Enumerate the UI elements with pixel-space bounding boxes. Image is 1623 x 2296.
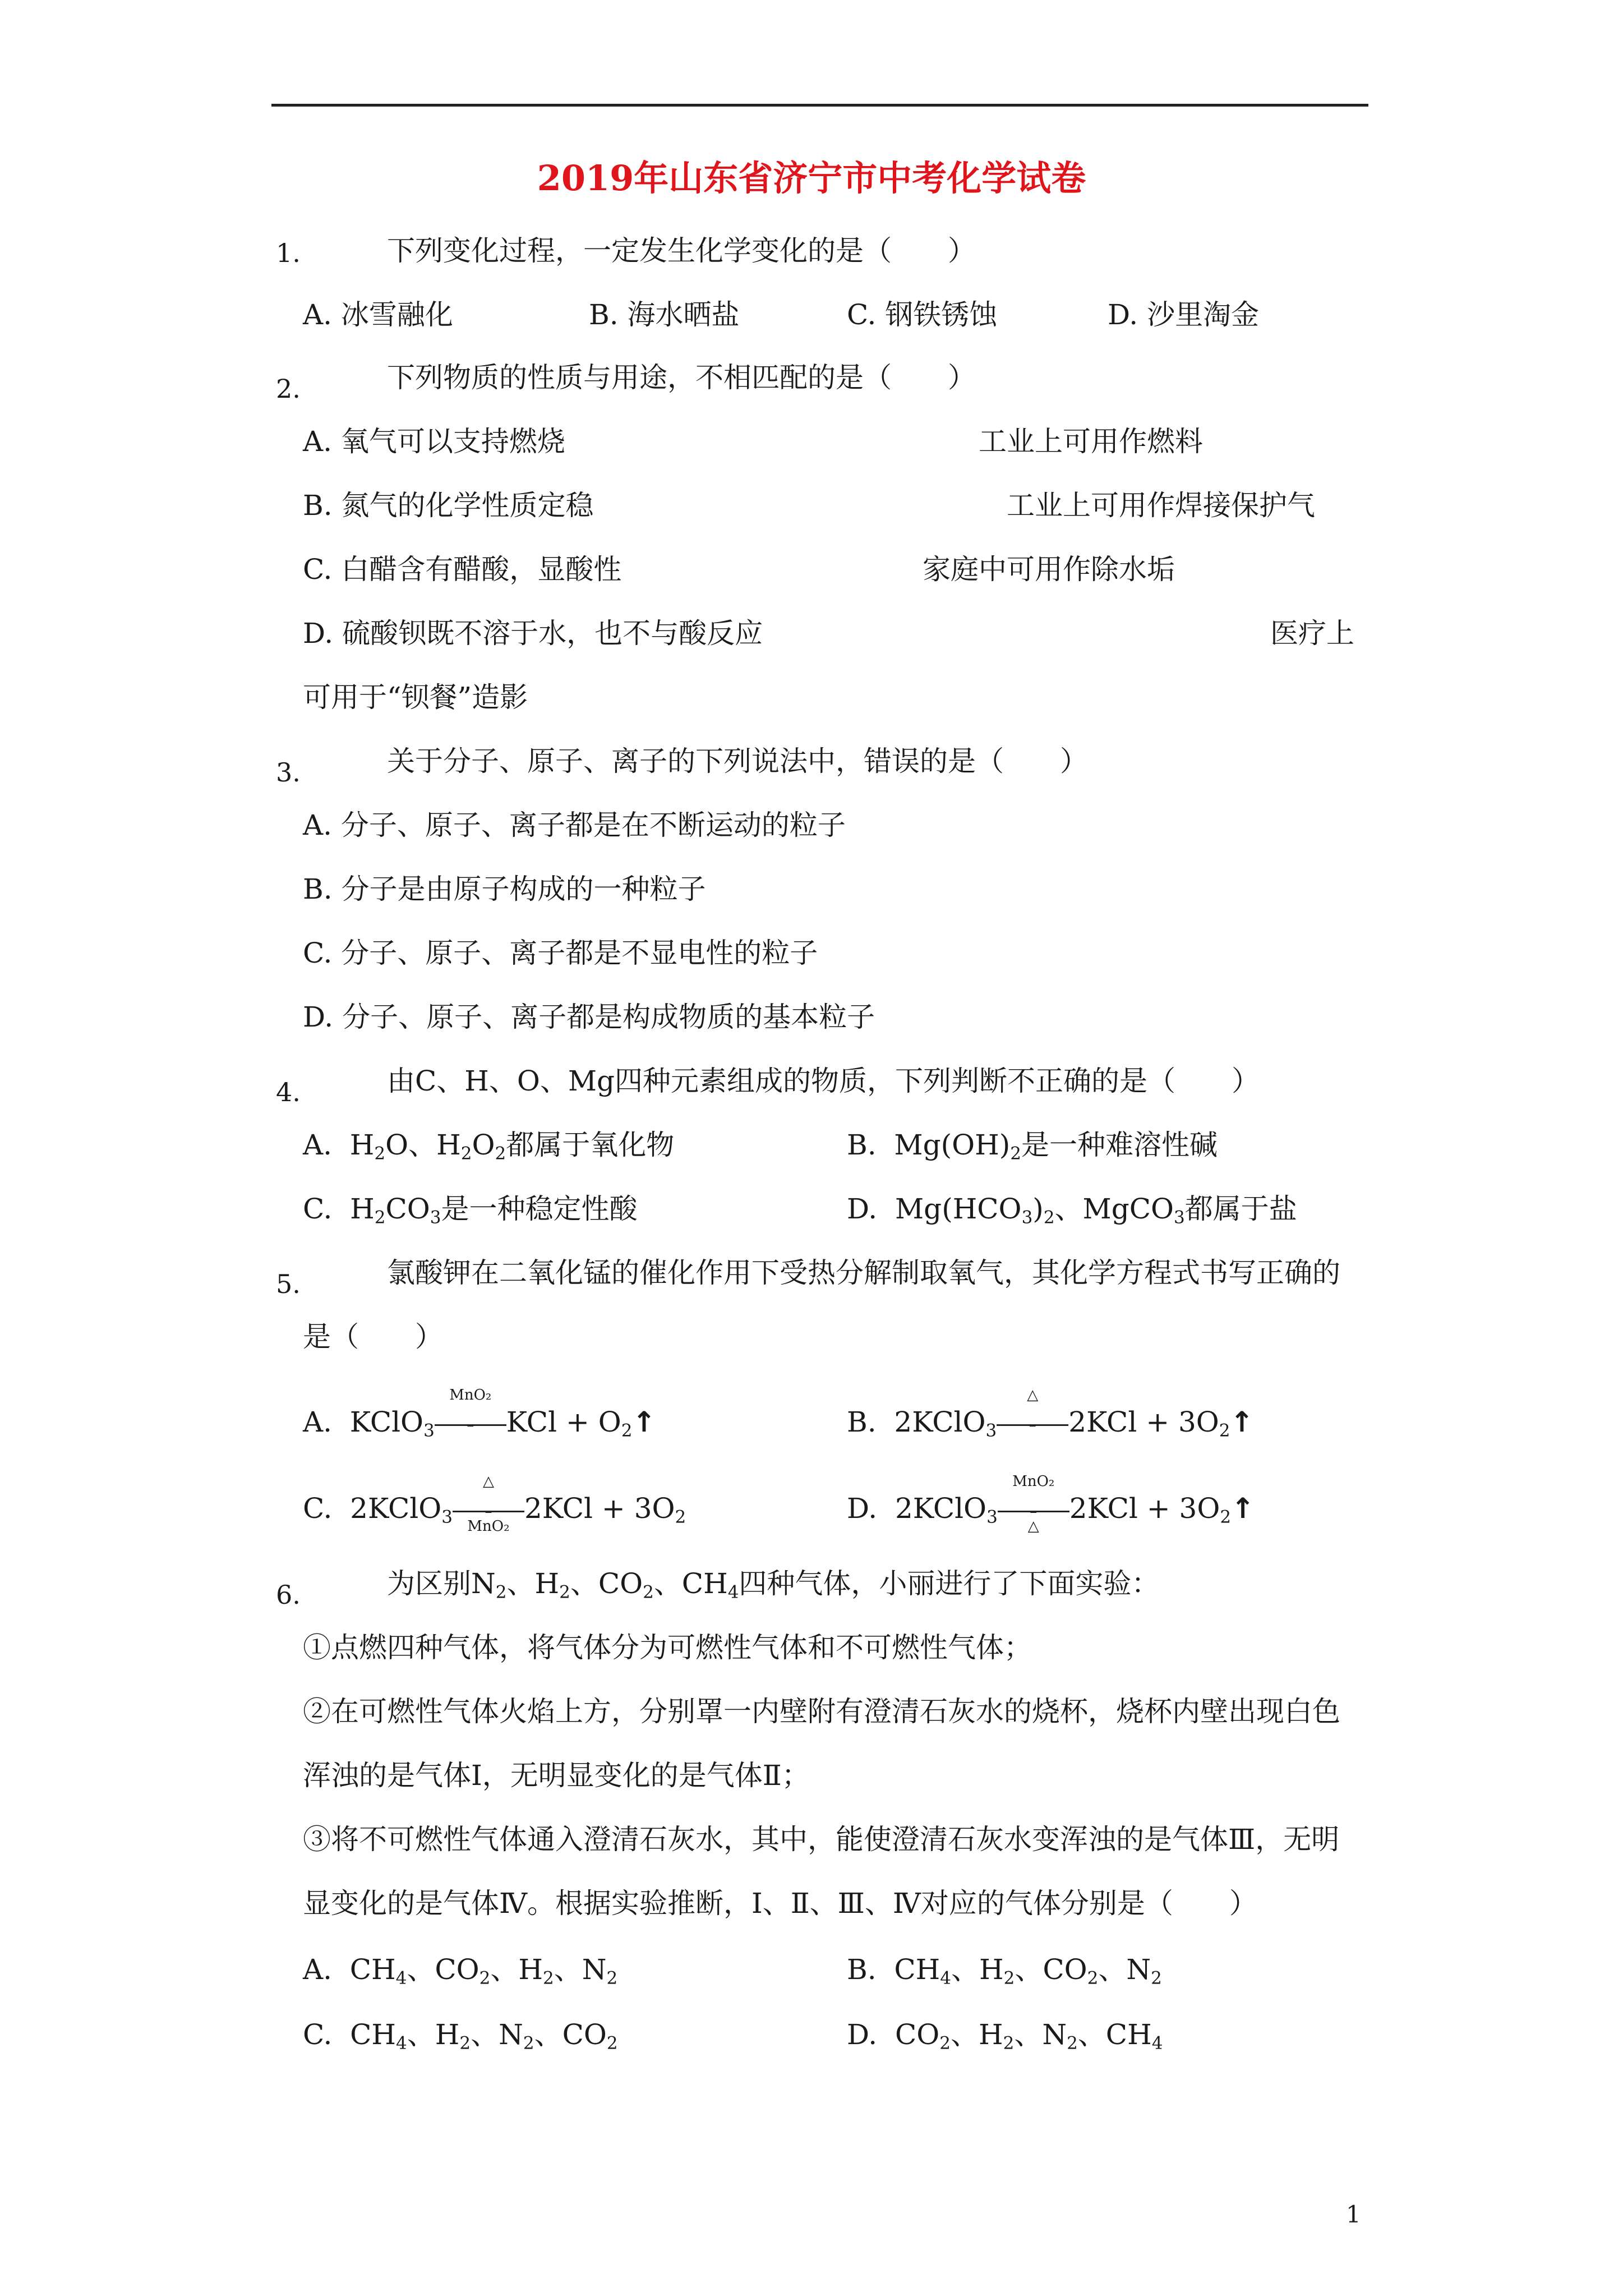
experiment-step-3-continuation: 显变化的是气体Ⅳ。根据实验推断，Ⅰ、Ⅱ、Ⅲ、Ⅳ对应的气体分别是（ ）: [303, 1887, 1257, 1920]
option-a: A. 氧气可以支持燃烧: [303, 425, 565, 458]
question-stem: 下列物质的性质与用途，不相匹配的是（ ）: [387, 361, 976, 394]
option-a: A. $H_2O$、$H_2O_2$都属于氧化物: [303, 1129, 675, 1164]
question-stem-continuation: 是（ ）: [303, 1320, 443, 1353]
option-d: D. $CO_2$、$H_2$、$N_2$、$CH_4$: [847, 2018, 1163, 2054]
option-a: A. KClO$_3$ MnO₂ – KCl + $O_2↑$: [303, 1404, 656, 1443]
option-d-use: 医疗上: [1270, 617, 1354, 650]
experiment-step-3: ③将不可燃性气体通入澄清石灰水，其中，能使澄清石灰水变浑浊的是气体Ⅲ，无明: [303, 1823, 1340, 1856]
option-a: A. 分子、原子、离子都是在不断运动的粒子: [303, 809, 846, 841]
option-b: B. 氮气的化学性质定稳: [303, 489, 594, 522]
option-a: A. $CH_4$、$CO_2$、$H_2$、$N_2$: [303, 1953, 618, 1989]
reaction-condition: △ – MnO₂: [453, 1492, 524, 1529]
option-b: B. $CH_4$、$H_2$、$CO_2$、$N_2$: [847, 1953, 1162, 1989]
option-c: C. 分子、原子、离子都是不显电性的粒子: [303, 937, 818, 969]
question-number: 4.: [276, 1077, 301, 1107]
question-stem: 由C、H、O、Mg四种元素组成的物质，下列判断不正确的是（ ）: [387, 1065, 1260, 1097]
experiment-step-2: ②在可燃性气体火焰上方，分别罩一内壁附有澄清石灰水的烧杯，烧杯内壁出现白色: [303, 1695, 1340, 1728]
option-b: B. $Mg(OH)_2$是一种难溶性碱: [847, 1129, 1218, 1164]
experiment-step-2-continuation: 浑浊的是气体Ⅰ，无明显变化的是气体Ⅱ；: [303, 1759, 810, 1792]
page-title: 2019年山东省济宁市中考化学试卷: [537, 158, 1086, 199]
question-stem: 关于分子、原子、离子的下列说法中，错误的是（ ）: [387, 745, 1088, 777]
question-stem: 氯酸钾在二氧化锰的催化作用下受热分解制取氧气，其化学方程式书写正确的: [387, 1257, 1340, 1289]
option-c: C. 2KClO$_3$ △ – MnO₂ $2KCl + 3O_2$: [303, 1473, 686, 1535]
question-number: 3.: [276, 757, 301, 788]
option-d-continuation: 可用于“钡餐”造影: [303, 681, 528, 714]
option-c: C. 白醋含有醋酸，显酸性: [303, 553, 622, 586]
page-number: 1: [1346, 2201, 1361, 2228]
question-number: 6.: [276, 1580, 301, 1610]
option-b: B. 海水晒盐: [589, 298, 740, 331]
option-c: C. $H_2CO_3$是一种稳定性酸: [303, 1193, 638, 1228]
option-d: D. 硫酸钡既不溶于水，也不与酸反应: [303, 617, 763, 650]
reaction-condition: MnO₂ – △: [998, 1492, 1069, 1529]
question-number: 5.: [276, 1269, 301, 1299]
option-a-use: 工业上可用作燃料: [979, 425, 1203, 458]
option-d: D. 沙里淘金: [1108, 298, 1260, 331]
option-d: D. 2KClO$_3$ MnO₂ – △ $2KCl + 3O_2↑$: [847, 1473, 1255, 1535]
reaction-condition: MnO₂ –: [435, 1406, 506, 1443]
option-b-use: 工业上可用作焊接保护气: [1007, 489, 1315, 522]
question-stem: 为区别$N_2$、$H_2$、$CO_2$、$CH_4$四种气体，小丽进行了下面实验：: [387, 1567, 1160, 1603]
question-number: 1.: [276, 238, 301, 268]
question-stem: 下列变化过程，一定发生化学变化的是（ ）: [387, 234, 976, 267]
option-d: D. 分子、原子、离子都是构成物质的基本粒子: [303, 1001, 875, 1033]
option-d: D. $Mg(HCO_3)_2$、MgCO$_3$都属于盐: [847, 1193, 1297, 1228]
header-rule: [271, 104, 1368, 107]
option-c: C. 钢铁锈蚀: [847, 298, 998, 331]
question-number: 2.: [276, 374, 301, 404]
option-c-use: 家庭中可用作除水垢: [923, 553, 1175, 586]
option-b: B. 分子是由原子构成的一种粒子: [303, 873, 706, 905]
option-b: B. 2KClO$_3$ △ – $2KCl + 3O_2↑$: [847, 1404, 1253, 1443]
experiment-step-1: ①点燃四种气体，将气体分为可燃性气体和不可燃性气体；: [303, 1631, 1032, 1664]
option-c: C. $CH_4$、$H_2$、$N_2$、$CO_2$: [303, 2018, 618, 2054]
option-a: A. 冰雪融化: [303, 298, 453, 331]
reaction-condition: △ –: [997, 1406, 1068, 1443]
